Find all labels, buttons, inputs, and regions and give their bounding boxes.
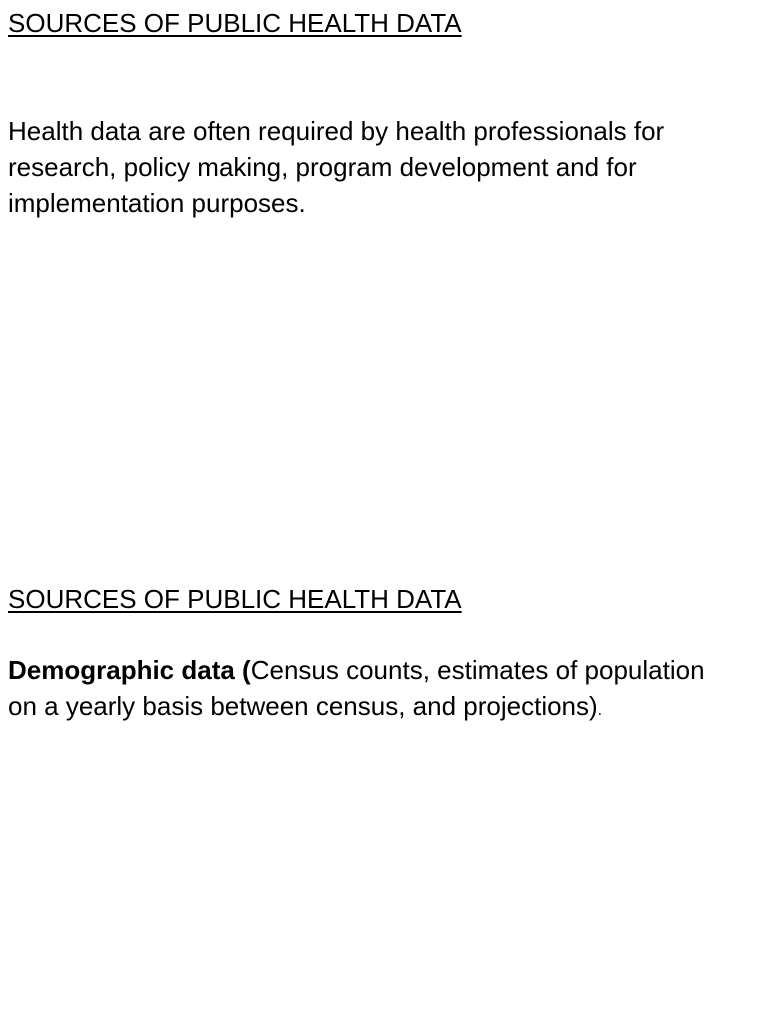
slide-2-heading: SOURCES OF PUBLIC HEALTH DATA [8,584,462,614]
slide-1 [8,6,708,221]
slide-2-body-bold: Demographic data ( [8,655,251,685]
slide-2-body [8,652,708,729]
slide-1-heading: SOURCES OF PUBLIC HEALTH DATA [8,8,462,38]
slide-2-body-end: . [597,702,603,719]
slide-2 [8,582,708,729]
slide-1-body: Health data are often required by health professionals for research, policy making, program development and for implementation purposes. [8,116,665,218]
slide-2-body-rest: Census counts, estimates of population on a yearly basis between census, and projections) [8,655,705,721]
